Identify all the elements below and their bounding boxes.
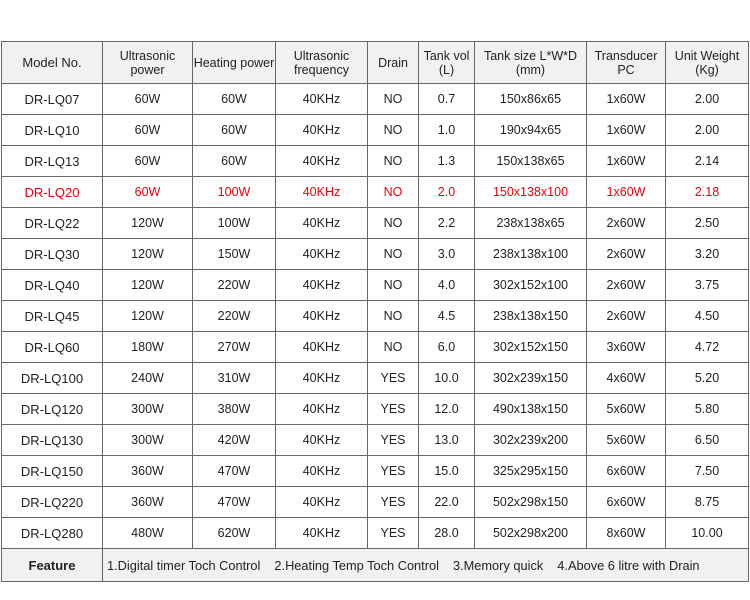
cell-model-no: DR-LQ45 [2, 301, 103, 332]
cell-ultrasonic-power: 360W [103, 456, 193, 487]
header-heating-power: Heating power [193, 42, 276, 84]
cell-ultrasonic-frequency: 40KHz [276, 487, 368, 518]
cell-unit-weight: 10.00 [666, 518, 749, 549]
cell-tank-vol: 28.0 [419, 518, 475, 549]
feature-item: 3.Memory quick [452, 557, 544, 573]
cell-tank-vol: 3.0 [419, 239, 475, 270]
cell-ultrasonic-power: 60W [103, 84, 193, 115]
cell-heating-power: 60W [193, 84, 276, 115]
cell-drain: YES [368, 394, 419, 425]
cell-tank-size: 490x138x150 [475, 394, 587, 425]
cell-unit-weight: 2.50 [666, 208, 749, 239]
cell-drain: YES [368, 518, 419, 549]
cell-transducer: 6x60W [587, 456, 666, 487]
table-row [2, 487, 749, 518]
cell-drain: YES [368, 487, 419, 518]
cell-transducer: 2x60W [587, 301, 666, 332]
cell-ultrasonic-power: 360W [103, 487, 193, 518]
cell-transducer: 2x60W [587, 270, 666, 301]
header-drain: Drain [368, 42, 419, 84]
table-row [2, 301, 749, 332]
cell-unit-weight: 3.20 [666, 239, 749, 270]
cell-tank-vol: 12.0 [419, 394, 475, 425]
table-row [2, 394, 749, 425]
cell-drain: NO [368, 208, 419, 239]
cell-model-no: DR-LQ130 [2, 425, 103, 456]
cell-drain: NO [368, 177, 419, 208]
cell-transducer: 8x60W [587, 518, 666, 549]
cell-tank-size: 238x138x100 [475, 239, 587, 270]
cell-model-no: DR-LQ220 [2, 487, 103, 518]
header-tank-size: Tank size L*W*D (mm) [475, 42, 587, 84]
cell-ultrasonic-power: 300W [103, 425, 193, 456]
cell-model-no: DR-LQ10 [2, 115, 103, 146]
feature-item: 2.Heating Temp Toch Control [274, 557, 439, 573]
cell-unit-weight: 2.00 [666, 115, 749, 146]
cell-transducer: 1x60W [587, 146, 666, 177]
cell-heating-power: 380W [193, 394, 276, 425]
cell-ultrasonic-frequency: 40KHz [276, 363, 368, 394]
header-unit-weight: Unit Weight (Kg) [666, 42, 749, 84]
header-tank-vol: Tank vol (L) [419, 42, 475, 84]
cell-ultrasonic-power: 180W [103, 332, 193, 363]
cell-heating-power: 310W [193, 363, 276, 394]
cell-unit-weight: 2.14 [666, 146, 749, 177]
cell-model-no: DR-LQ100 [2, 363, 103, 394]
table-row [2, 146, 749, 177]
cell-ultrasonic-frequency: 40KHz [276, 115, 368, 146]
cell-tank-size: 150x138x100 [475, 177, 587, 208]
cell-tank-size: 502x298x200 [475, 518, 587, 549]
cell-ultrasonic-power: 120W [103, 208, 193, 239]
header-model-no: Model No. [2, 42, 103, 84]
cell-heating-power: 620W [193, 518, 276, 549]
cell-model-no: DR-LQ22 [2, 208, 103, 239]
cell-drain: NO [368, 115, 419, 146]
cell-heating-power: 220W [193, 301, 276, 332]
table-row [2, 115, 749, 146]
cell-ultrasonic-frequency: 40KHz [276, 394, 368, 425]
cell-heating-power: 100W [193, 208, 276, 239]
cell-model-no: DR-LQ07 [2, 84, 103, 115]
cell-model-no: DR-LQ40 [2, 270, 103, 301]
cell-tank-size: 302x152x150 [475, 332, 587, 363]
cell-ultrasonic-power: 300W [103, 394, 193, 425]
cell-transducer: 6x60W [587, 487, 666, 518]
cell-ultrasonic-frequency: 40KHz [276, 425, 368, 456]
cell-tank-vol: 2.2 [419, 208, 475, 239]
cell-ultrasonic-power: 120W [103, 239, 193, 270]
cell-ultrasonic-power: 120W [103, 270, 193, 301]
cell-tank-size: 238x138x65 [475, 208, 587, 239]
cell-unit-weight: 4.50 [666, 301, 749, 332]
cell-ultrasonic-frequency: 40KHz [276, 208, 368, 239]
cell-tank-size: 302x239x200 [475, 425, 587, 456]
table-row [2, 177, 749, 208]
cell-unit-weight: 3.75 [666, 270, 749, 301]
cell-model-no: DR-LQ20 [2, 177, 103, 208]
cell-transducer: 1x60W [587, 115, 666, 146]
header-ultrasonic-frequency: Ultrasonic frequency [276, 42, 368, 84]
cell-ultrasonic-frequency: 40KHz [276, 270, 368, 301]
cell-tank-size: 150x138x65 [475, 146, 587, 177]
cell-transducer: 5x60W [587, 425, 666, 456]
cell-ultrasonic-frequency: 40KHz [276, 84, 368, 115]
cell-transducer: 2x60W [587, 239, 666, 270]
cell-transducer: 1x60W [587, 177, 666, 208]
cell-ultrasonic-frequency: 40KHz [276, 518, 368, 549]
cell-model-no: DR-LQ30 [2, 239, 103, 270]
cell-ultrasonic-frequency: 40KHz [276, 332, 368, 363]
cell-tank-vol: 4.5 [419, 301, 475, 332]
cell-drain: YES [368, 363, 419, 394]
cell-tank-vol: 6.0 [419, 332, 475, 363]
table-row [2, 332, 749, 363]
header-row [2, 42, 749, 84]
cell-drain: NO [368, 332, 419, 363]
cell-unit-weight: 4.72 [666, 332, 749, 363]
cell-tank-vol: 13.0 [419, 425, 475, 456]
cell-unit-weight: 6.50 [666, 425, 749, 456]
spec-table-body [2, 84, 749, 549]
cell-unit-weight: 5.20 [666, 363, 749, 394]
cell-heating-power: 150W [193, 239, 276, 270]
cell-ultrasonic-power: 60W [103, 177, 193, 208]
cell-ultrasonic-power: 60W [103, 146, 193, 177]
feature-list [103, 549, 749, 582]
cell-tank-vol: 2.0 [419, 177, 475, 208]
cell-model-no: DR-LQ280 [2, 518, 103, 549]
cell-model-no: DR-LQ120 [2, 394, 103, 425]
table-row [2, 208, 749, 239]
feature-label: Feature [2, 549, 103, 582]
feature-row [2, 549, 749, 582]
cell-unit-weight: 8.75 [666, 487, 749, 518]
cell-drain: YES [368, 456, 419, 487]
cell-transducer: 5x60W [587, 394, 666, 425]
table-row [2, 270, 749, 301]
table-row [2, 456, 749, 487]
cell-transducer: 4x60W [587, 363, 666, 394]
cell-heating-power: 420W [193, 425, 276, 456]
cell-drain: NO [368, 84, 419, 115]
cell-transducer: 3x60W [587, 332, 666, 363]
spec-table [1, 41, 749, 582]
cell-tank-vol: 4.0 [419, 270, 475, 301]
cell-ultrasonic-power: 60W [103, 115, 193, 146]
cell-unit-weight: 2.18 [666, 177, 749, 208]
cell-ultrasonic-frequency: 40KHz [276, 239, 368, 270]
cell-drain: NO [368, 146, 419, 177]
cell-tank-size: 302x239x150 [475, 363, 587, 394]
table-row [2, 84, 749, 115]
table-row [2, 363, 749, 394]
cell-ultrasonic-frequency: 40KHz [276, 301, 368, 332]
cell-ultrasonic-frequency: 40KHz [276, 177, 368, 208]
cell-heating-power: 470W [193, 456, 276, 487]
cell-model-no: DR-LQ150 [2, 456, 103, 487]
cell-heating-power: 60W [193, 115, 276, 146]
cell-tank-size: 325x295x150 [475, 456, 587, 487]
table-row [2, 239, 749, 270]
cell-tank-vol: 15.0 [419, 456, 475, 487]
cell-model-no: DR-LQ60 [2, 332, 103, 363]
cell-ultrasonic-power: 480W [103, 518, 193, 549]
cell-drain: NO [368, 239, 419, 270]
cell-heating-power: 270W [193, 332, 276, 363]
cell-ultrasonic-power: 120W [103, 301, 193, 332]
cell-tank-vol: 1.0 [419, 115, 475, 146]
cell-heating-power: 220W [193, 270, 276, 301]
cell-tank-size: 190x94x65 [475, 115, 587, 146]
cell-heating-power: 100W [193, 177, 276, 208]
cell-drain: NO [368, 270, 419, 301]
cell-heating-power: 470W [193, 487, 276, 518]
cell-ultrasonic-power: 240W [103, 363, 193, 394]
cell-unit-weight: 5.80 [666, 394, 749, 425]
cell-tank-size: 150x86x65 [475, 84, 587, 115]
cell-model-no: DR-LQ13 [2, 146, 103, 177]
table-row [2, 425, 749, 456]
cell-transducer: 2x60W [587, 208, 666, 239]
cell-unit-weight: 7.50 [666, 456, 749, 487]
cell-ultrasonic-frequency: 40KHz [276, 456, 368, 487]
cell-tank-vol: 1.3 [419, 146, 475, 177]
cell-tank-size: 502x298x150 [475, 487, 587, 518]
feature-item: 4.Above 6 litre with Drain [557, 557, 700, 573]
feature-item: 1.Digital timer Toch Control [107, 557, 261, 573]
cell-tank-size: 238x138x150 [475, 301, 587, 332]
cell-tank-vol: 22.0 [419, 487, 475, 518]
cell-drain: NO [368, 301, 419, 332]
cell-transducer: 1x60W [587, 84, 666, 115]
cell-tank-size: 302x152x100 [475, 270, 587, 301]
cell-heating-power: 60W [193, 146, 276, 177]
table-row [2, 518, 749, 549]
cell-tank-vol: 10.0 [419, 363, 475, 394]
header-transducer: Transducer PC [587, 42, 666, 84]
cell-unit-weight: 2.00 [666, 84, 749, 115]
header-ultrasonic-power: Ultrasonic power [103, 42, 193, 84]
cell-drain: YES [368, 425, 419, 456]
cell-ultrasonic-frequency: 40KHz [276, 146, 368, 177]
cell-tank-vol: 0.7 [419, 84, 475, 115]
